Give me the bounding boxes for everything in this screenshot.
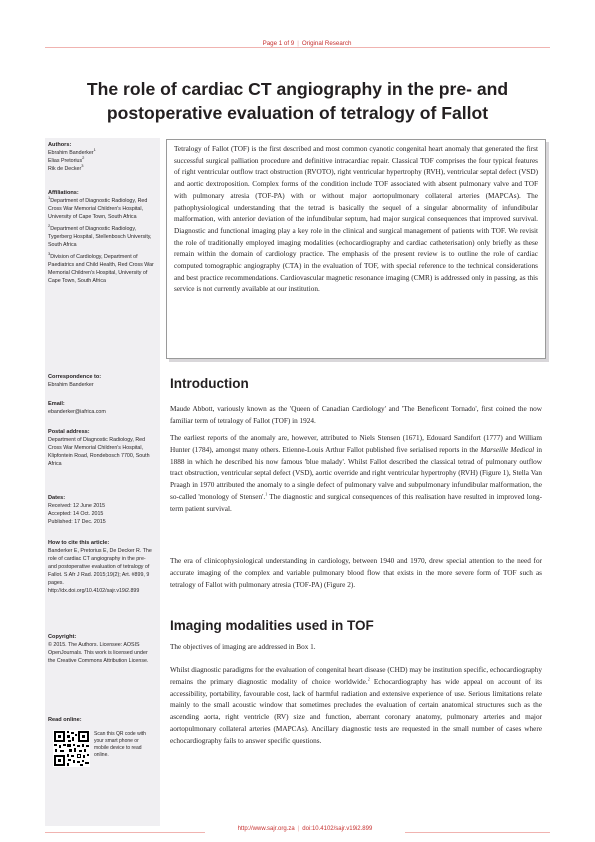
date-accepted: Accepted: 14 Oct. 2015 [48, 511, 104, 518]
dates-section [48, 495, 155, 527]
postal-section [48, 429, 155, 469]
authors-section [48, 142, 155, 174]
cite-section [48, 540, 155, 596]
title-line-2: postoperative evaluation of tetralogy of Fallot [106, 103, 489, 123]
intro-paragraph-1: Maude Abbott, variously known as the 'Queen of Canadian Cardiology' and 'The Beneficent Tornado', first coined the now familiar term of tetralogy of Fallot (TOF) in 1924. [170, 405, 542, 425]
introduction-heading: Introduction [170, 376, 249, 391]
title-line-1: The role of cardiac CT angiography in the pre- and [86, 79, 509, 99]
date-published: Published: 17 Dec. 2015 [48, 519, 106, 526]
abstract-box [166, 139, 546, 359]
header-label [243, 40, 371, 47]
read-online-box [53, 730, 155, 770]
affiliation-2: $^2$Department of Diagnostic Radiology, Tygerberg Hospital, Stellenbosch University, South Africa [48, 223, 152, 248]
author-1: Ebrahim Banderker$^1$ [48, 147, 96, 157]
correspondence-section [48, 374, 155, 390]
imaging-paragraph-1: The objectives of imaging are addressed in Box 1. [170, 643, 316, 651]
page-footer [205, 826, 405, 832]
copyright-heading: Copyright: [48, 634, 77, 640]
intro-paragraph-3: The era of clinicophysiological understanding in cardiology, between 1940 and 1970, drew special attention to the need for accurate imaging of the complex and variable pulmonary blood flow that exists in the more severe form of TOF such as tetralogy of Fallot with pulmonary atresia (TOF-PA) (Figure 2). [170, 557, 542, 589]
cite-heading: How to cite this article: [48, 540, 110, 546]
authors-heading: Authors: [48, 142, 72, 148]
read-online-heading: Read online: [48, 717, 82, 723]
abstract-text: Tetralogy of Fallot (TOF) is the first described and most common cyanotic congenital heart anomaly that generated the first successful surgical palliation procedure and definitive intracardiac repair. Classical TOF comprises the four typical features of right ventricular outflow tract obstruction (RVOTO), right ventricular hypertrophy (RVH), ventricular septal defect (VSD) and aortic dextroposition. Complex forms of the condition include TOF associated with absent pulmonary valve and TOF with pulmonary atresia (TOF-PA) with or without major aortopulmonary collateral arteries (MAPCAs). The pathophysiological understanding that the tetrad is basically the sequel of a singular abnormality of infundibular malformation, with anterior deviation of the infundibular septum, had major surgical consequences that improved survival. Diagnostic and functional imaging play a key role in the clinical and surgical management of patients with TOF. We revisit the role of traditionally employed imaging modalities (echocardiography and cardiac catheterisation) only briefly as these remain within the domain of cardiology practice. The emphasis of the present review is to outline the role of cardiac computed tomographic angiography (CTA) in the evaluation of TOF, with special reference to the technical considerations and best practice recommendations. Cardiovascular magnetic resonance imaging (CMR) is addressed only in passing, as this service is not currently available at our institution. [174, 145, 538, 294]
email-heading: Email: [48, 401, 65, 407]
article-title [60, 77, 535, 125]
copyright-section [48, 634, 155, 666]
author-3: Rik de Decker$^3$ [48, 163, 84, 173]
affiliations-heading: Affiliations: [48, 190, 79, 196]
dates-heading: Dates: [48, 495, 66, 501]
article-type: Original Research [301, 40, 352, 47]
footer-doi[interactable]: doi:10.4102/sajr.v19i2.899 [302, 826, 373, 832]
footer-rule-left [45, 832, 205, 833]
affiliation-3: $^3$Division of Cardiology, Department of Paediatrics and Child Health, Red Cross War Memorial Children's Hospital, University of Cape Town, South Africa [48, 251, 154, 284]
email-section [48, 401, 155, 417]
imaging-paragraph-2: Whilst diagnostic paradigms for the evaluation of congenital heart disease (CHD) may be institution specific, echocardiography remains the primary diagnostic modality of choice worldwide.$^2$ Echocardiography has wide appeal on account of its accessibility, portability, favourable cost, lack of harmful radiation and extensive experience of use. Serious limitations relate mainly to the small acoustic window that sometimes precludes the evaluation of certain anatomical structures such as the ascending aorta, right ventricle (RV) size and function, aberrant coronary anatomy, pulmonary arteries and major aortopulmonary collateral arteries (MAPCAs). Ancillary diagnostic tests are requested in the small number of cases where echocardiography fails to answer specific questions. [170, 666, 542, 745]
read-online-text: Scan this QR code with your smart phone or mobile device to read online. [94, 731, 146, 758]
correspondence-name: Ebrahim Banderker [48, 382, 94, 389]
header-separator: | [297, 40, 299, 47]
journal-name: Marseille Medical [480, 445, 535, 454]
affiliation-1: $^1$Department of Diagnostic Radiology, Red Cross War Memorial Children's Hospital, University of Cape Town, South Africa [48, 195, 148, 221]
intro-paragraph-2: The earliest reports of the anomaly are, however, attributed to Niels Stensen (1671), Edouard Sandifort (1777) and William Hunter (1784), amongst many others. Etienne-Louis Arthur Fallot published five serialised reports in the Marseille Medical in 1888 in which he described his now famous 'blue malady'. Whilst Fallot described the classical tetrad of pulmonary outflow tract obstruction, ventricular septal defect (VSD), aortic override and right ventricular hypertrophy (RVH) (Figure 1), Stella Van Praagh in 1970 attributed the anomaly to a single defect of pulmonary valve and subpulmonary infundibular malformation, the so-called 'monology of Stensen'.$^1$ The diagnostic and surgical consequences of this realisation have resulted in improved long-term patient survival. [170, 434, 543, 513]
postal-heading: Postal address: [48, 429, 90, 435]
date-received: Received: 12 June 2015 [48, 503, 106, 510]
postal-address: Department of Diagnostic Radiology, Red Cross War Memorial Children's Hospital, Klipfontein Road, Rondebosch 7700, South Africa [48, 437, 150, 468]
citation-text: Banderker E, Pretorius E, De Decker R. The role of cardiac CT angiography in the pre- and postoperative evaluation of tetralogy of Fallot. S Afr J Rad. 2015;19(2); Art. #899, 9 pages. http://dx.doi.org/10.4102/sajr.v19i2.899 [48, 548, 152, 594]
footer-separator: | [297, 826, 300, 832]
page-number: Page 1 of 9 [262, 40, 295, 47]
correspondence-heading: Correspondence to: [48, 374, 102, 380]
page-header [0, 38, 595, 58]
email-address[interactable]: ebanderker@iafrica.com [48, 409, 106, 416]
footer-rule-right [405, 832, 550, 833]
author-2: Elias Pretorius$^2$ [48, 155, 85, 165]
imaging-heading: Imaging modalities used in TOF [170, 618, 374, 633]
header-rule [45, 47, 550, 48]
sidebar [45, 138, 160, 826]
qr-code-icon[interactable] [53, 730, 90, 767]
read-online-section [48, 717, 155, 725]
affiliations-section [48, 190, 155, 285]
copyright-text: © 2015. The Authors. Licensee: AOSIS OpenJournals. This work is licensed under the Creative Commons Attribution License. [48, 642, 149, 665]
footer-url[interactable]: http://www.sajr.org.za [237, 826, 295, 832]
